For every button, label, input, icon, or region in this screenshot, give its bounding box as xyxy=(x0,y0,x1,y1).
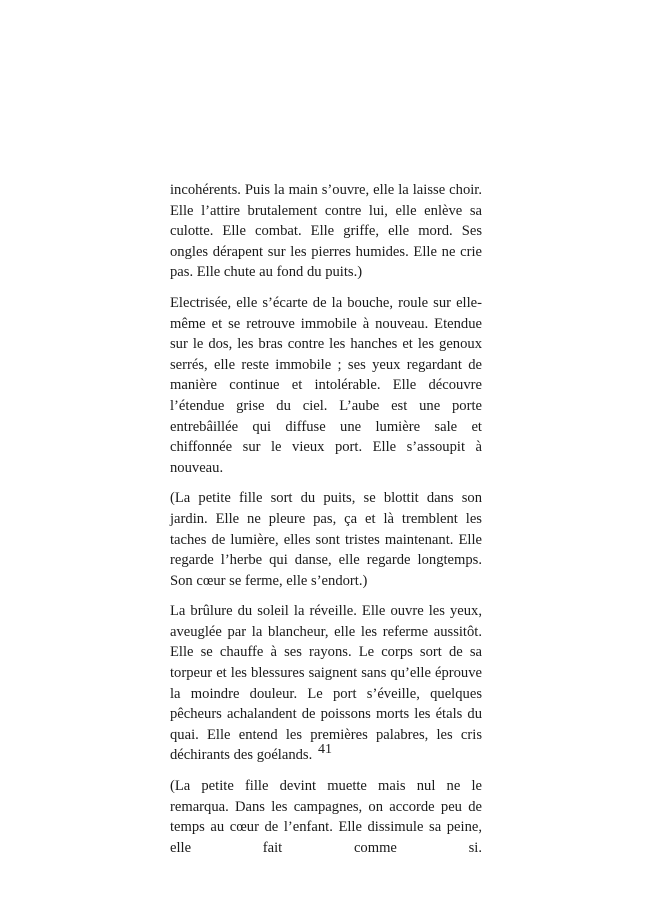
paragraph-4: La brûlure du soleil la réveille. Elle ouvre les yeux, aveuglée par la blancheur, elle les referme aussitôt. Elle se chauffe à ses rayons. Le corps sort de sa torpeur et les blessures saignent sans qu’elle éprouve la moindre douleur. Le port s’éveille, quelques pêcheurs achalandent de poissons morts les étals du quai. Elle entend les premières palabres, les cris déchirants des goélands. xyxy=(170,603,482,764)
paragraph-5: (La petite fille devint muette mais nul ne le remarqua. Dans les campagnes, on accorde peu de temps au cœur de l’enfant. Elle dissimule sa peine, elle fait comme si. xyxy=(170,778,482,856)
paragraph-1: incohérents. Puis la main s’ouvre, elle la laisse choir. Elle l’attire brutalement contre lui, elle enlève sa culotte. Elle combat. Elle griffe, elle mord. Ses ongles dérapent sur les pierres humides. Elle ne crie pas. Elle chute au fond du puits.) xyxy=(170,182,482,281)
page-number: 41 xyxy=(318,742,332,757)
body-text xyxy=(170,180,482,868)
paragraph-2: Electrisée, elle s’écarte de la bouche, roule sur elle-même et se retrouve immobile à nouveau. Etendue sur le dos, les bras contre les hanches et les genoux serrés, elle reste immobile ; ses yeux regardant de manière continue et intolérable. Elle découvre l’étendue grise du ciel. L’aube est une porte entrebâillée qui diffuse une lumière sale et chiffonnée sur le vieux port. Elle s’assoupit à nouveau. xyxy=(170,294,482,476)
paragraph-3: (La petite fille sort du puits, se blottit dans son jardin. Elle ne pleure pas, ça et là tremblent les taches de lumière, elles sont tristes maintenant. Elle regarde l’herbe qui danse, elle regarde longtemps. Son cœur se ferme, elle s’endort.) xyxy=(170,490,482,589)
